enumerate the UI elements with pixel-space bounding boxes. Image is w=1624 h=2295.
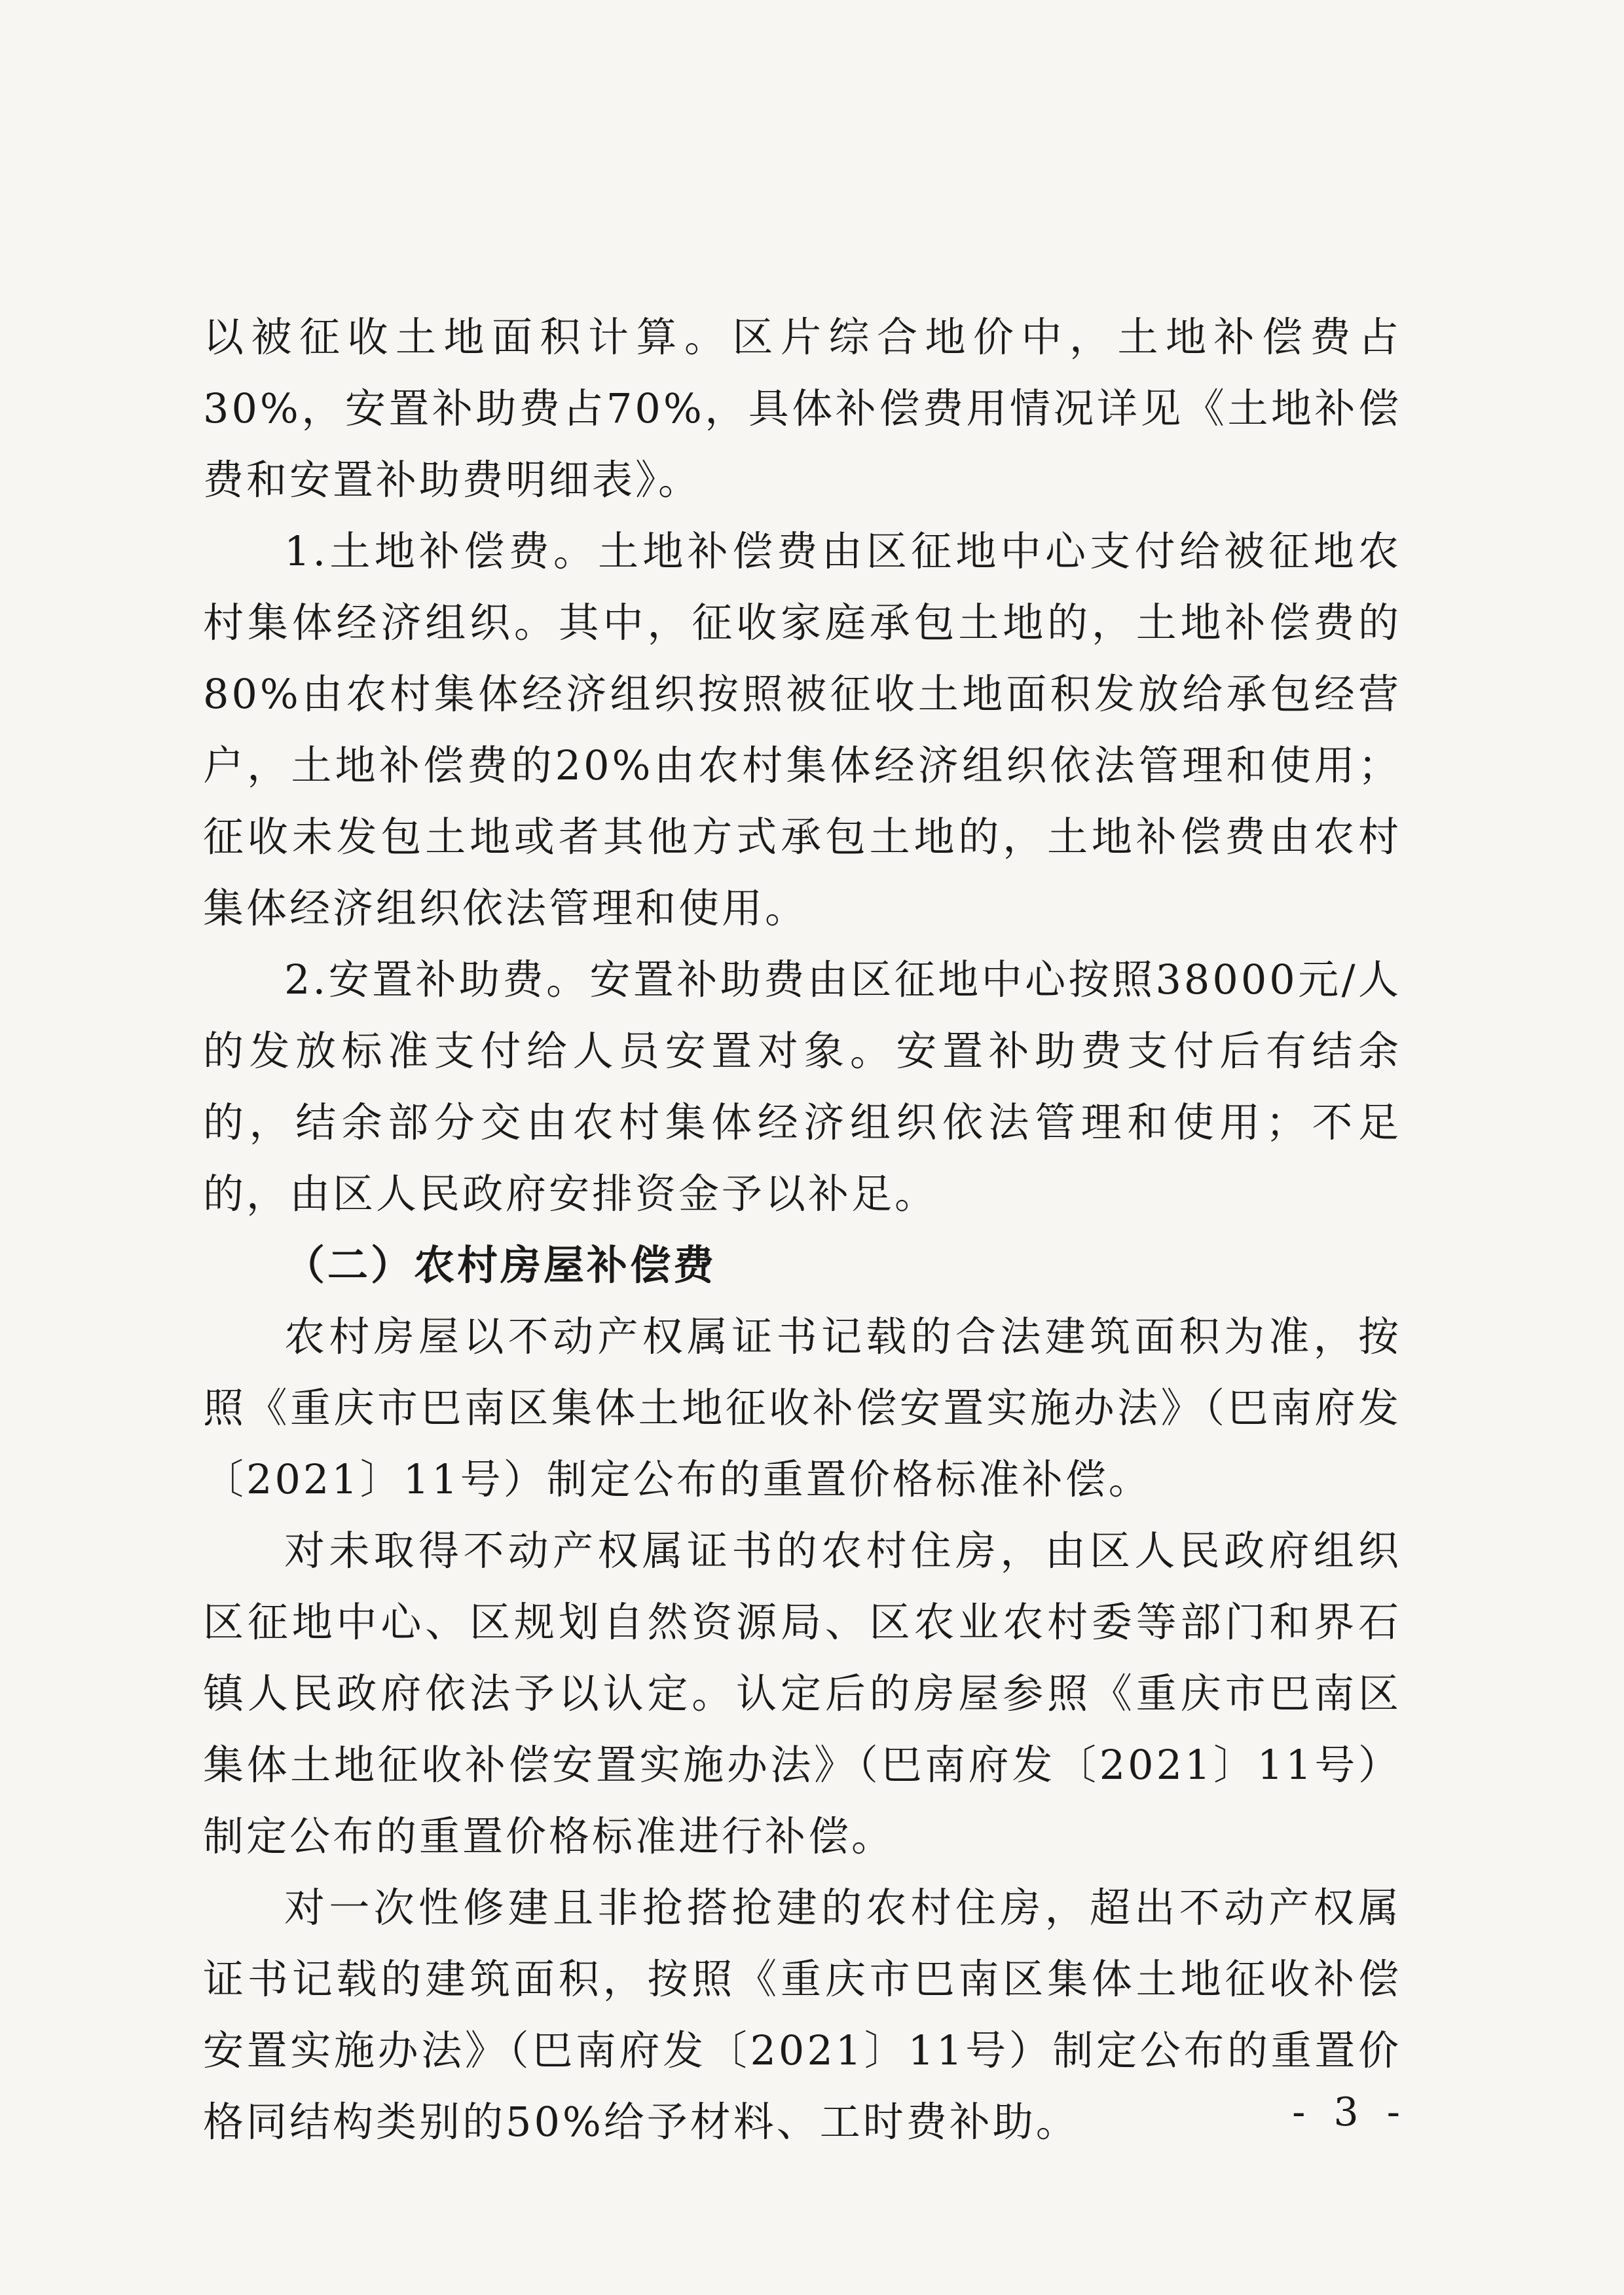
paragraph-uncertified-housing: 对未取得不动产权属证书的农村住房，由区人民政府组织区征地中心、区规划自然资源局、区农业农村委等部门和界石镇人民政府依法予以认定。认定后的房屋参照《重庆市巴南区集体土地征收补偿安置实施办法》（巴南府发〔2021〕11号）制定公布的重置价格标准进行补偿。: [203, 1527, 1401, 1860]
paragraph-resettlement-subsidy: 2.安置补助费。安置补助费由区征地中心按照38000元/人的发放标准支付给人员安置对象。安置补助费支付后有结余的，结余部分交由农村集体经济组织依法管理和使用；不足的，由区人民政府安排资金予以补足。: [203, 956, 1401, 1218]
paragraph-rural-housing-standard: 农村房屋以不动产权属证书记载的合法建筑面积为准，按照《重庆市巴南区集体土地征收补偿安置实施办法》（巴南府发〔2021〕11号）制定公布的重置价格标准补偿。: [203, 1313, 1401, 1503]
paragraph-continuation: 以被征收土地面积计算。区片综合地价中，土地补偿费占30%，安置补助费占70%，具体补偿费用情况详见《土地补偿费和安置补助费明细表》。: [203, 313, 1401, 504]
page-number: - 3 -: [1292, 2089, 1408, 2135]
paragraph-excess-area-subsidy: 对一次性修建且非抢搭抢建的农村住房，超出不动产权属证书记载的建筑面积，按照《重庆市巴南区集体土地征收补偿安置实施办法》（巴南府发〔2021〕11号）制定公布的重置价格同结构类别的50%给予材料、工时费补助。: [203, 1884, 1401, 2146]
document-body: [203, 301, 1401, 2157]
paragraph-land-compensation: 1.土地补偿费。土地补偿费由区征地中心支付给被征地农村集体经济组织。其中，征收家庭承包土地的，土地补偿费的80%由农村集体经济组织按照被征收土地面积发放给承包经营户，土地补偿费的20%由农村集体经济组织依法管理和使用；征收未发包土地或者其他方式承包土地的，土地补偿费由农村集体经济组织依法管理和使用。: [203, 527, 1401, 932]
section-heading-rural-housing: （二）农村房屋补偿费: [284, 1241, 717, 1289]
